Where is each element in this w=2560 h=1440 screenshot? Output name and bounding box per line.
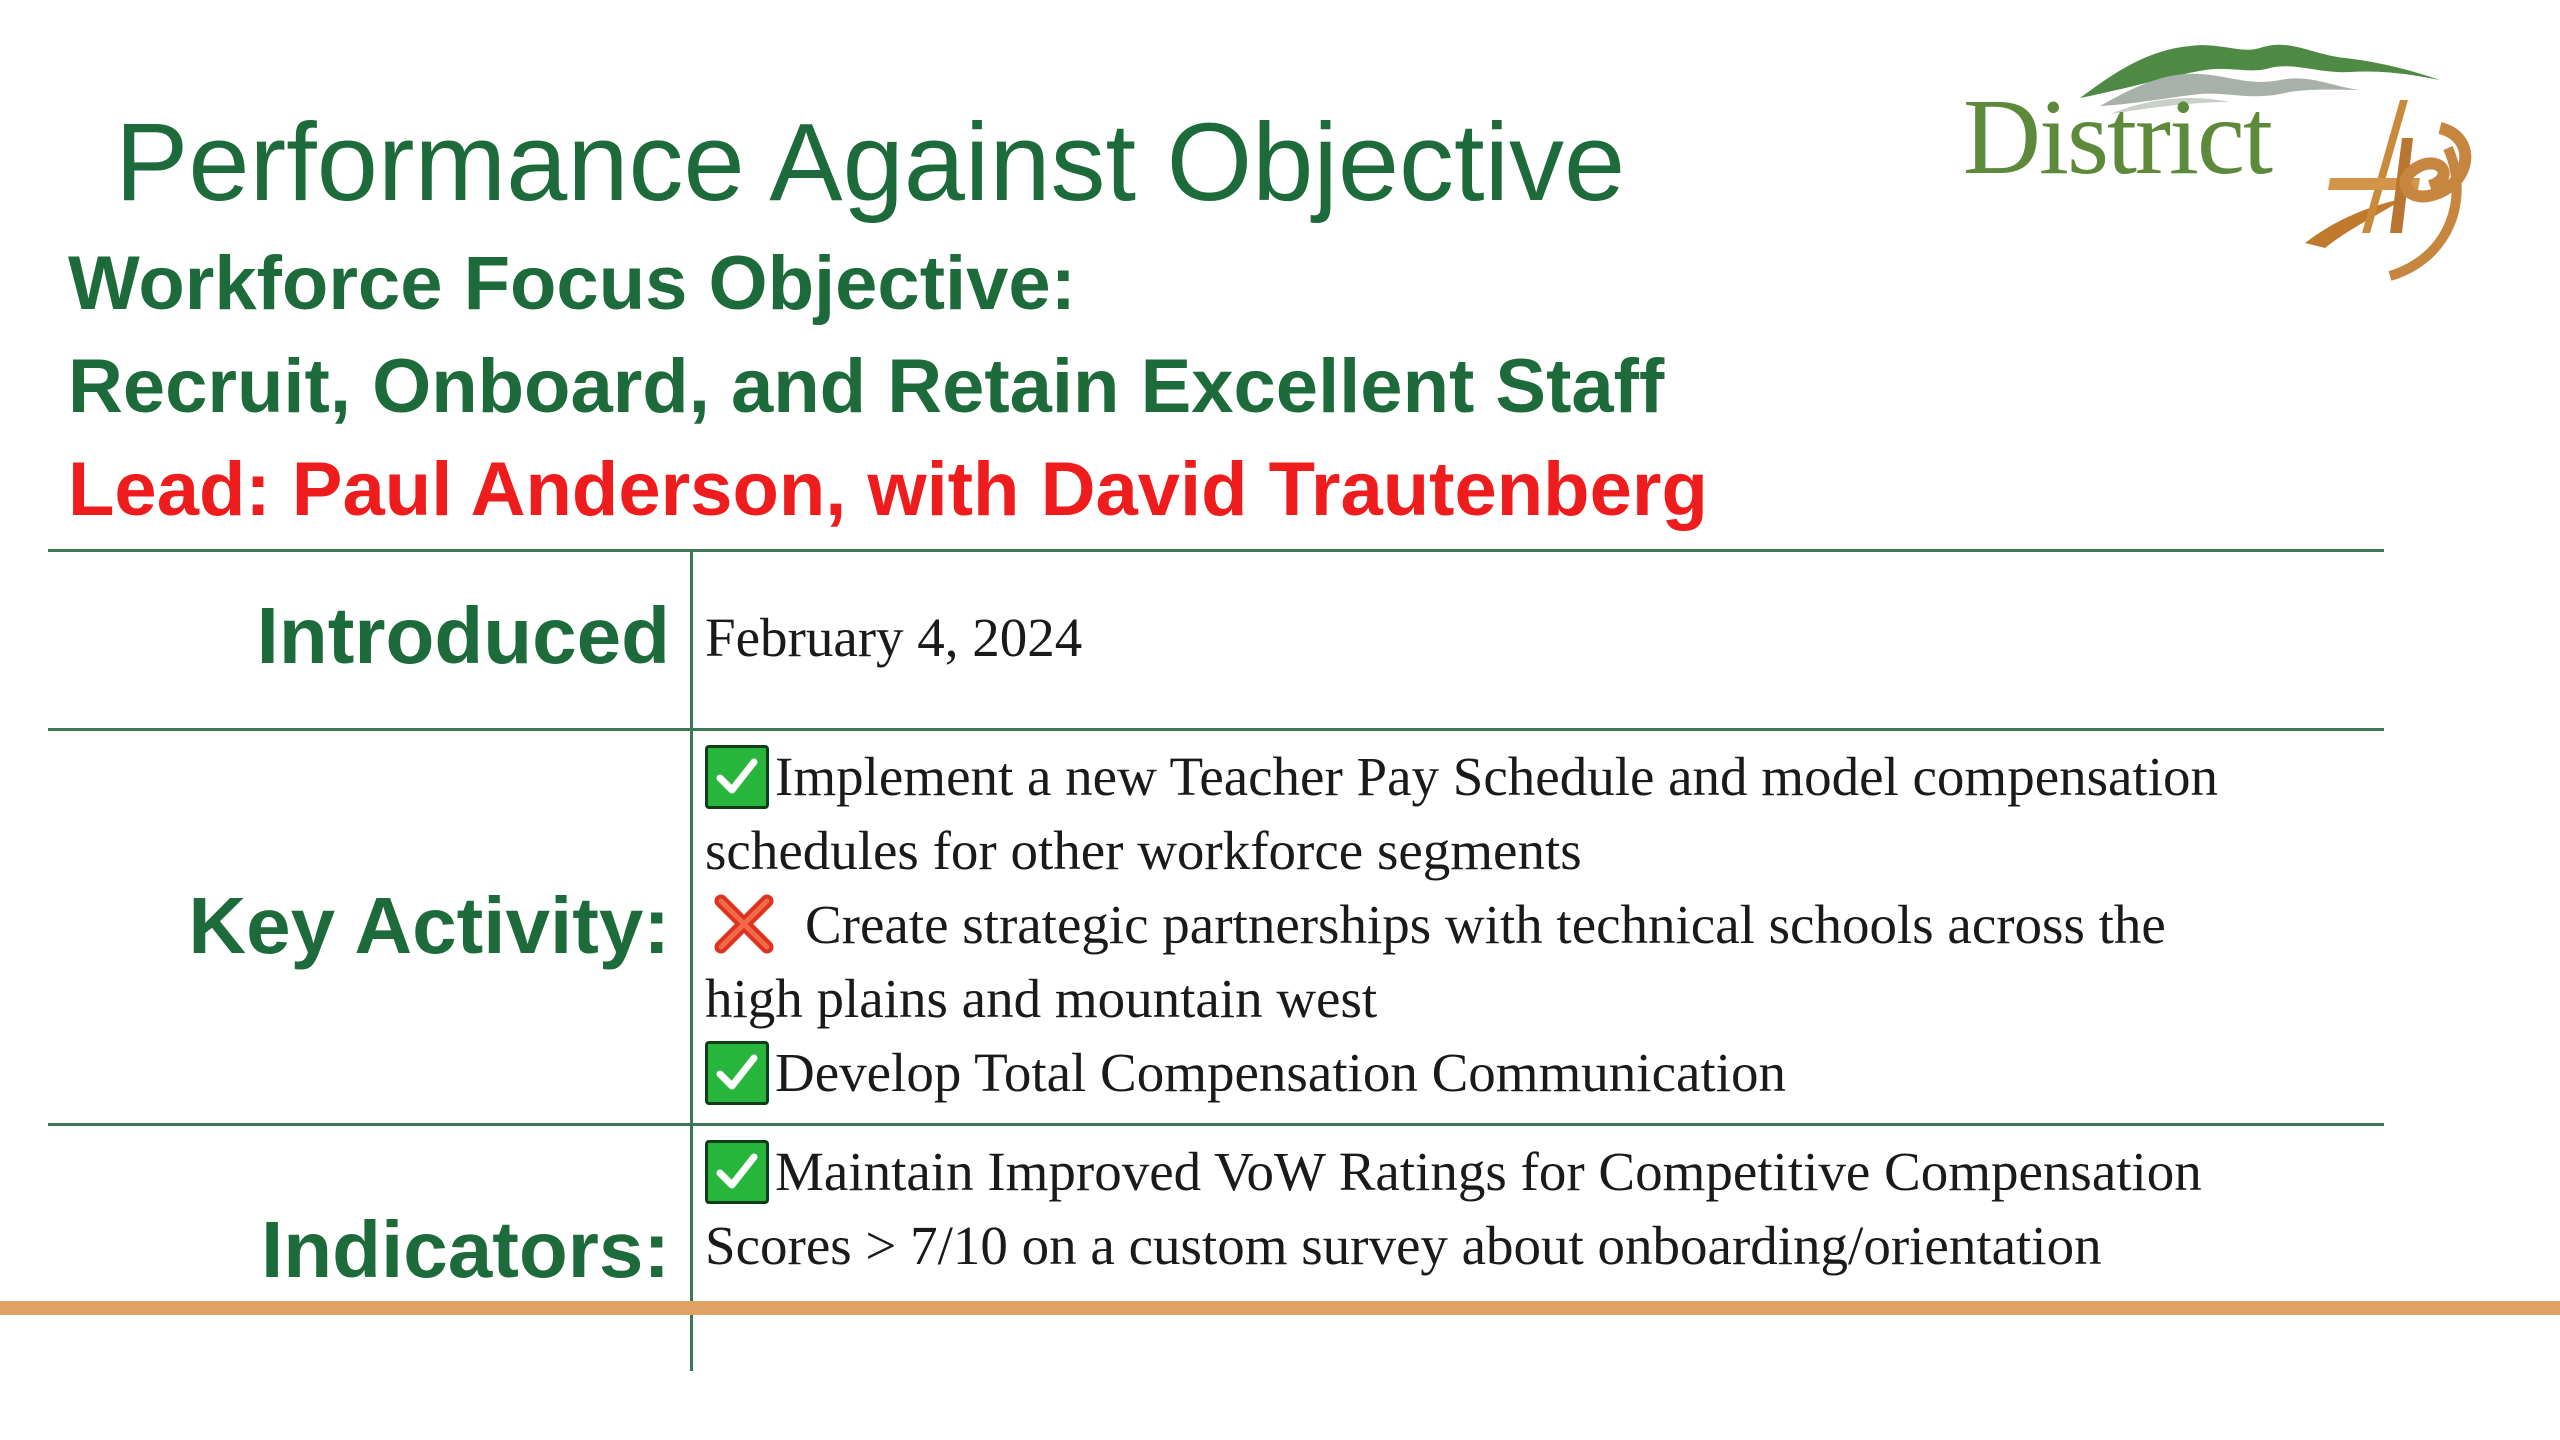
red-cross-icon <box>711 891 777 957</box>
list-item-continuation: schedules for other workforce segments <box>705 820 1582 881</box>
list-item: Develop Total Compensation Communication <box>705 1036 2355 1110</box>
row-divider <box>48 728 2384 731</box>
list-item-continuation: high plains and mountain west <box>705 968 1378 1029</box>
indicators-label: Indicators: <box>261 1205 670 1294</box>
introduced-label: Introduced <box>256 591 670 680</box>
objective-name: Recruit, Onboard, and Retain Excellent Staff <box>68 344 1665 429</box>
lead-line: Lead: Paul Anderson, with David Trautenberg <box>68 447 1708 532</box>
list-item: Scores > 7/10 on a custom survey about onboarding/orientation <box>705 1215 2102 1276</box>
list-item: Maintain Improved VoW Ratings for Competitive Compensation <box>705 1135 2355 1209</box>
footer-accent-bar <box>0 1301 2560 1315</box>
table-column-divider <box>690 549 693 1371</box>
logo-wordmark: District <box>1963 78 2271 197</box>
key-activity-list <box>705 740 2355 1110</box>
row-divider <box>48 1123 2384 1126</box>
page-title: Performance Against Objective <box>115 101 1626 224</box>
indicators-list <box>705 1135 2355 1283</box>
introduced-value <box>705 601 2355 675</box>
table-top-rule <box>48 549 2384 552</box>
green-checkbox-icon <box>705 745 769 809</box>
green-checkbox-icon <box>705 1140 769 1204</box>
list-item: Create strategic partnerships with technical schools across the <box>705 888 2355 962</box>
objective-heading: Workforce Focus Objective: <box>68 241 1076 326</box>
district-49-logo <box>1950 28 2490 288</box>
list-item: Implement a new Teacher Pay Schedule and model compensation <box>705 740 2355 814</box>
green-checkbox-icon <box>705 1041 769 1105</box>
key-activity-label: Key Activity: <box>188 881 670 970</box>
introduced-date: February 4, 2024 <box>705 607 1083 668</box>
